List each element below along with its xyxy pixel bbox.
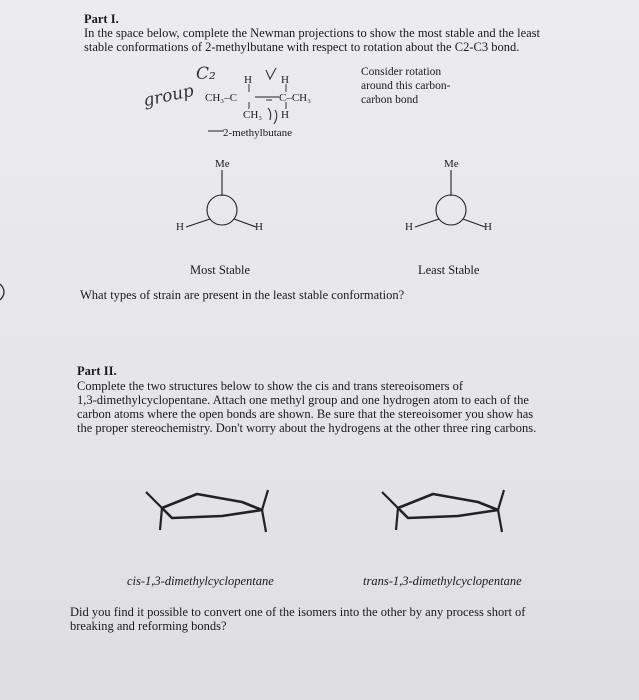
part1-instructions-line1: In the space below, complete the Newman projections to show the most stable and the least xyxy=(84,26,541,40)
rotation-note-line2: around this carbon- xyxy=(361,80,451,92)
handwritten-c2: C₂ xyxy=(196,64,216,84)
conversion-question-line1: Did you find it possible to convert one of the isomers into the other by any process short of xyxy=(70,605,526,619)
trans-cyclopentane-ring xyxy=(378,488,508,538)
newman-left-me: Me xyxy=(215,158,230,170)
label-cis: cis-1,3-dimethylcyclopentane xyxy=(127,574,274,588)
newman-right-me: Me xyxy=(444,158,459,170)
caption-least-stable: Least Stable xyxy=(418,263,480,277)
newman-right-projection xyxy=(401,160,501,240)
part2-line4: the proper stereochemistry. Don't worry about the hydrogens at the other three ring carbons. xyxy=(77,421,537,435)
structure-left-group: CH₃–C xyxy=(205,92,237,104)
edge-arc xyxy=(0,282,10,302)
structure-h-below: H xyxy=(281,109,289,121)
newman-right-h-left: H xyxy=(405,221,413,233)
caption-most-stable: Most Stable xyxy=(190,263,251,277)
part2-line2: 1,3-dimethylcyclopentane. Attach one methyl group and one hydrogen atom to each of the xyxy=(77,393,529,407)
structure-h-right: H xyxy=(281,74,289,86)
part2-line3: carbon atoms where the open bonds are shown. Be sure that the stereoisomer you show has xyxy=(77,407,534,421)
structure-right-group: C–CH₃ xyxy=(279,92,311,104)
cis-cyclopentane-ring xyxy=(142,488,272,538)
part2-heading: Part II. xyxy=(77,364,117,378)
label-trans: trans-1,3-dimethylcyclopentane xyxy=(363,574,522,588)
page-edge-mark xyxy=(0,282,10,302)
strain-question: What types of strain are present in the least stable conformation? xyxy=(80,288,405,302)
structure-name: 2-methylbutane xyxy=(223,127,293,139)
part1-instructions-line2: stable conformations of 2-methylbutane with respect to rotation about the C2-C3 bond. xyxy=(84,40,520,54)
structure-h-left: H xyxy=(244,74,252,86)
conversion-question-line2: breaking and reforming bonds? xyxy=(70,619,227,633)
handwritten-group: group xyxy=(141,80,196,112)
structure-methyl-below: CH₃ xyxy=(243,109,263,121)
newman-right-h-right: H xyxy=(484,221,492,233)
newman-left-h-right: H xyxy=(255,221,263,233)
rotation-note-line3: carbon bond xyxy=(361,94,419,106)
part2-line1: Complete the two structures below to show the cis and trans stereoisomers of xyxy=(77,379,464,393)
rotation-note-line1: Consider rotation xyxy=(361,66,442,78)
part1-heading: Part I. xyxy=(84,12,119,26)
newman-left-h-left: H xyxy=(176,221,184,233)
structure-bonds xyxy=(0,0,639,140)
newman-left-projection xyxy=(172,160,272,240)
